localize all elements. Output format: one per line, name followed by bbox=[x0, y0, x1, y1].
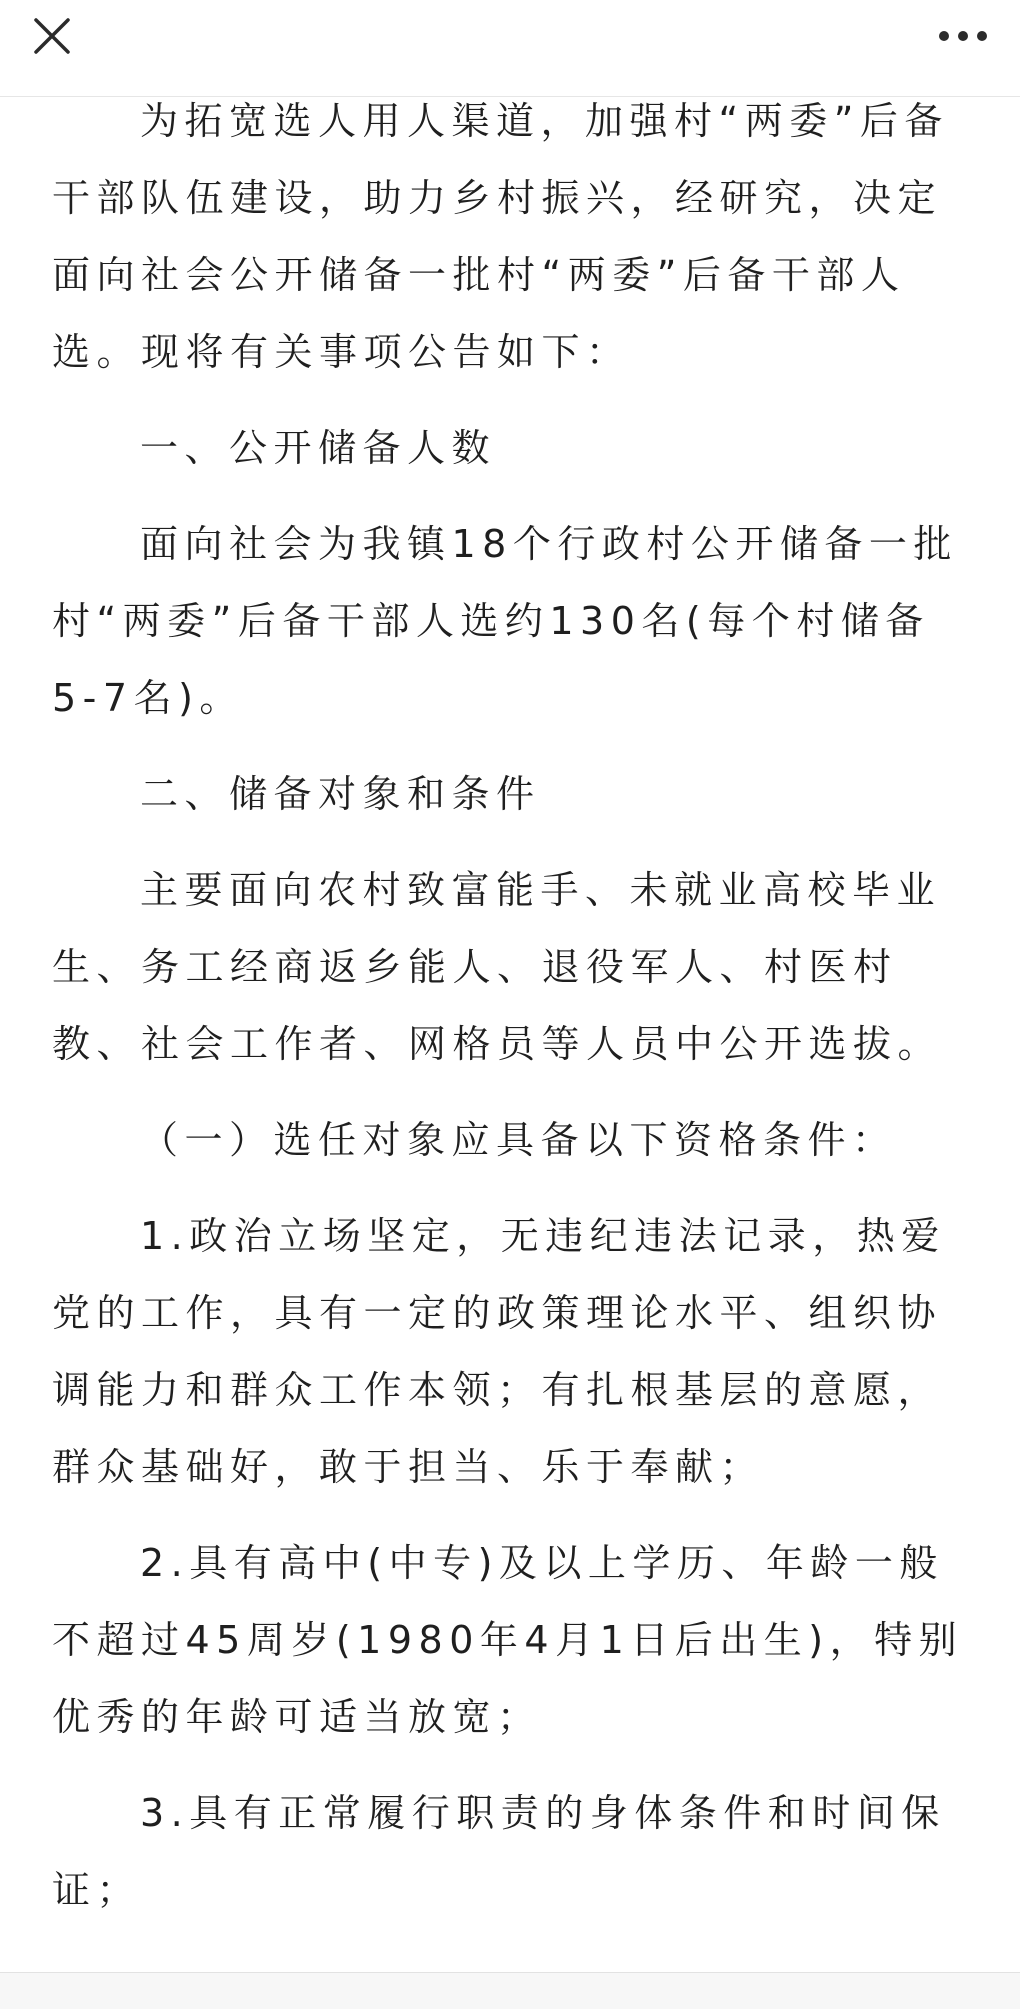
more-options-button[interactable] bbox=[930, 14, 1000, 58]
bottom-toolbar bbox=[0, 1972, 1020, 2009]
section-heading-conditions: 二、储备对象和条件 bbox=[140, 772, 541, 816]
intro-paragraph: 为拓宽选人用人渠道，加强村“两委”后备干部队伍建设，助力乡村振兴，经研究，决定面向社会公开储备一批村“两委”后备干部人选。现将有关事项公告如下： bbox=[52, 99, 949, 374]
more-dots-icon bbox=[930, 14, 1000, 58]
subsection-heading-qualifications: （一）选任对象应具备以下资格条件： bbox=[140, 1118, 897, 1162]
close-icon bbox=[22, 12, 78, 68]
article-body bbox=[52, 84, 968, 1948]
count-paragraph: 面向社会为我镇18个行政村公开储备一批村“两委”后备干部人选约130名(每个村储备5-7名)。 bbox=[52, 522, 958, 720]
close-button[interactable] bbox=[22, 12, 78, 68]
section-heading-count: 一、公开储备人数 bbox=[140, 426, 497, 470]
qualification-item-2: 2.具有高中(中专)及以上学历、年龄一般不超过45周岁(1980年4月1日后出生)，特别优秀的年龄可适当放宽； bbox=[52, 1541, 964, 1739]
target-group-paragraph: 主要面向农村致富能手、未就业高校毕业生、务工经商返乡能人、退役军人、村医村教、社会工作者、网格员等人员中公开选拔。 bbox=[52, 868, 943, 1066]
qualification-item-1: 1.政治立场坚定，无违纪违法记录，热爱党的工作，具有一定的政策理论水平、组织协调能力和群众工作本领；有扎根基层的意愿，群众基础好，敢于担当、乐于奉献； bbox=[52, 1214, 946, 1489]
bottom-fade-overlay bbox=[0, 1940, 1020, 1972]
qualification-item-3: 3.具有正常履行职责的身体条件和时间保证； bbox=[52, 1791, 946, 1912]
top-toolbar bbox=[0, 0, 1020, 97]
